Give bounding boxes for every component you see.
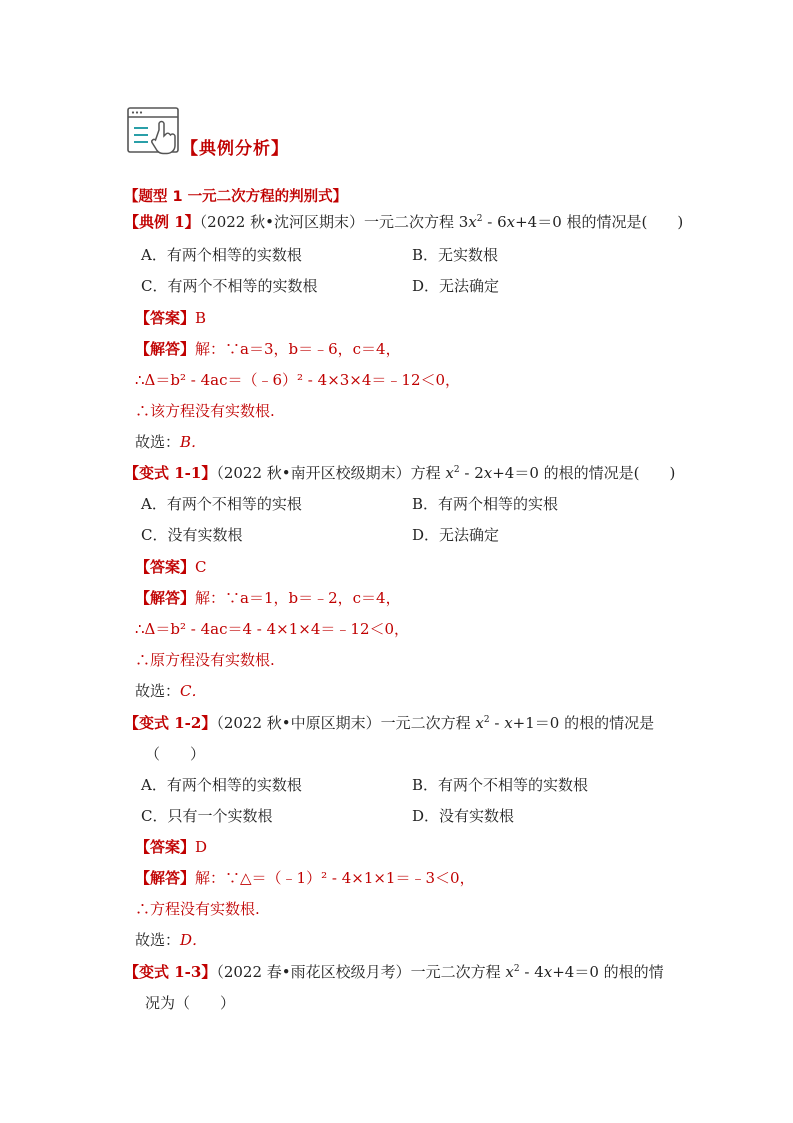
question-1-stem-a: （2022 秋•沈河区期末）一元二次方程 3	[199, 213, 469, 231]
question-1-stem-b: - 6	[482, 213, 507, 231]
var-x: x	[483, 464, 493, 482]
exponent: 2	[453, 465, 460, 475]
question-2-option-a[interactable]: A．有两个不相等的实根	[141, 495, 302, 513]
solution-text: 解：∵△＝（﹣1）² - 4×1×1＝﹣3＜0，	[195, 869, 475, 887]
solution-label: 【解答】	[135, 589, 196, 607]
question-3-stem	[124, 713, 654, 733]
question-2-solution-line-2: ∴Δ＝b² - 4ac＝4 - 4×1×4＝﹣12＜0，	[135, 620, 410, 638]
exponent: 2	[513, 964, 520, 974]
question-2-option-d[interactable]: D．无法确定	[412, 526, 500, 544]
answer-value: B	[195, 309, 207, 327]
question-2-answer	[135, 557, 207, 577]
var-x: x	[475, 714, 484, 732]
question-1-choice	[135, 432, 206, 452]
var-x: x	[506, 213, 516, 231]
question-1-option-b[interactable]: B．无实数根	[412, 246, 499, 264]
question-2-option-b[interactable]: B．有两个相等的实根	[412, 495, 559, 513]
var-x: x	[468, 213, 477, 231]
exponent: 2	[476, 214, 483, 224]
question-1-solution-line-1	[135, 339, 401, 359]
question-1-option-d[interactable]: D．无法确定	[412, 277, 500, 295]
answer-value: D	[195, 838, 208, 856]
question-1-solution-line-3: ∴该方程没有实数根.	[135, 402, 275, 420]
question-3-stem-continuation: （ ）	[145, 745, 206, 763]
section-heading: 【典例分析】	[181, 139, 289, 159]
question-2-stem-c: +4＝0 的根的情况是( )	[492, 464, 676, 482]
solution-label: 【解答】	[135, 340, 196, 358]
question-1-stem-c: +4＝0 根的情况是( )	[515, 213, 684, 231]
solution-label: 【解答】	[135, 869, 196, 887]
question-2-solution-line-3: ∴原方程没有实数根.	[135, 651, 275, 669]
question-3-stem-b: -	[489, 714, 505, 732]
exponent: 2	[483, 715, 490, 725]
question-type-title: 【题型 1 一元二次方程的判别式】	[124, 189, 348, 205]
question-1-tag: 【典例 1】	[124, 213, 200, 231]
question-4-stem-continuation: 况为（ ）	[145, 994, 236, 1012]
question-3-tag: 【变式 1-2】	[124, 714, 217, 732]
choice-prefix: 故选：	[135, 931, 181, 949]
question-2-stem	[124, 463, 675, 483]
answer-label: 【答案】	[135, 838, 196, 856]
answer-value: C	[195, 558, 207, 576]
solution-text: 解：∵a＝3，b＝﹣6，c＝4，	[195, 340, 401, 358]
question-4-stem-c: +4＝0 的根的情	[552, 963, 664, 981]
choice-prefix: 故选：	[135, 682, 181, 700]
question-4-stem-a: （2022 春•雨花区校级月考）一元二次方程	[216, 963, 506, 981]
question-2-option-c[interactable]: C．没有实数根	[141, 526, 243, 544]
question-3-option-b[interactable]: B．有两个不相等的实数根	[412, 776, 589, 794]
var-x: x	[445, 464, 454, 482]
var-x: x	[505, 963, 514, 981]
question-1-answer	[135, 308, 206, 328]
choice-value: D．	[180, 931, 208, 949]
question-2-stem-a: （2022 秋•南开区校级期末）方程	[216, 464, 446, 482]
question-3-solution-line-2: ∴方程没有实数根.	[135, 900, 260, 918]
question-3-answer	[135, 837, 207, 857]
var-x: x	[504, 714, 513, 732]
question-3-stem-c: +1＝0 的根的情况是	[512, 714, 655, 732]
question-1-solution-line-2: ∴Δ＝b² - 4ac＝（﹣6）² - 4×3×4＝﹣12＜0，	[135, 371, 461, 389]
question-3-option-a[interactable]: A．有两个相等的实数根	[141, 776, 302, 794]
var-x: x	[543, 963, 553, 981]
choice-prefix: 故选：	[135, 433, 181, 451]
choice-value: B．	[180, 433, 207, 451]
question-4-stem	[124, 962, 664, 982]
answer-label: 【答案】	[135, 558, 196, 576]
question-2-tag: 【变式 1-1】	[124, 464, 217, 482]
question-1-option-a[interactable]: A．有两个相等的实数根	[141, 246, 302, 264]
question-1-stem	[124, 212, 683, 232]
question-4-stem-b: - 4	[519, 963, 544, 981]
choice-value: C．	[180, 682, 207, 700]
question-4-tag: 【变式 1-3】	[124, 963, 217, 981]
answer-label: 【答案】	[135, 309, 196, 327]
question-3-choice	[135, 930, 207, 950]
question-3-option-d[interactable]: D．没有实数根	[412, 807, 515, 825]
question-3-stem-a: （2022 秋•中原区期末）一元二次方程	[216, 714, 476, 732]
question-1-option-c[interactable]: C．有两个不相等的实数根	[141, 277, 318, 295]
question-2-choice	[135, 681, 207, 701]
question-2-stem-b: - 2	[459, 464, 484, 482]
hand-pointer-window-icon	[126, 106, 182, 158]
question-3-solution-line-1	[135, 868, 475, 888]
solution-text: 解：∵a＝1，b＝﹣2，c＝4，	[195, 589, 401, 607]
question-3-option-c[interactable]: C．只有一个实数根	[141, 807, 273, 825]
question-2-solution-line-1	[135, 588, 401, 608]
